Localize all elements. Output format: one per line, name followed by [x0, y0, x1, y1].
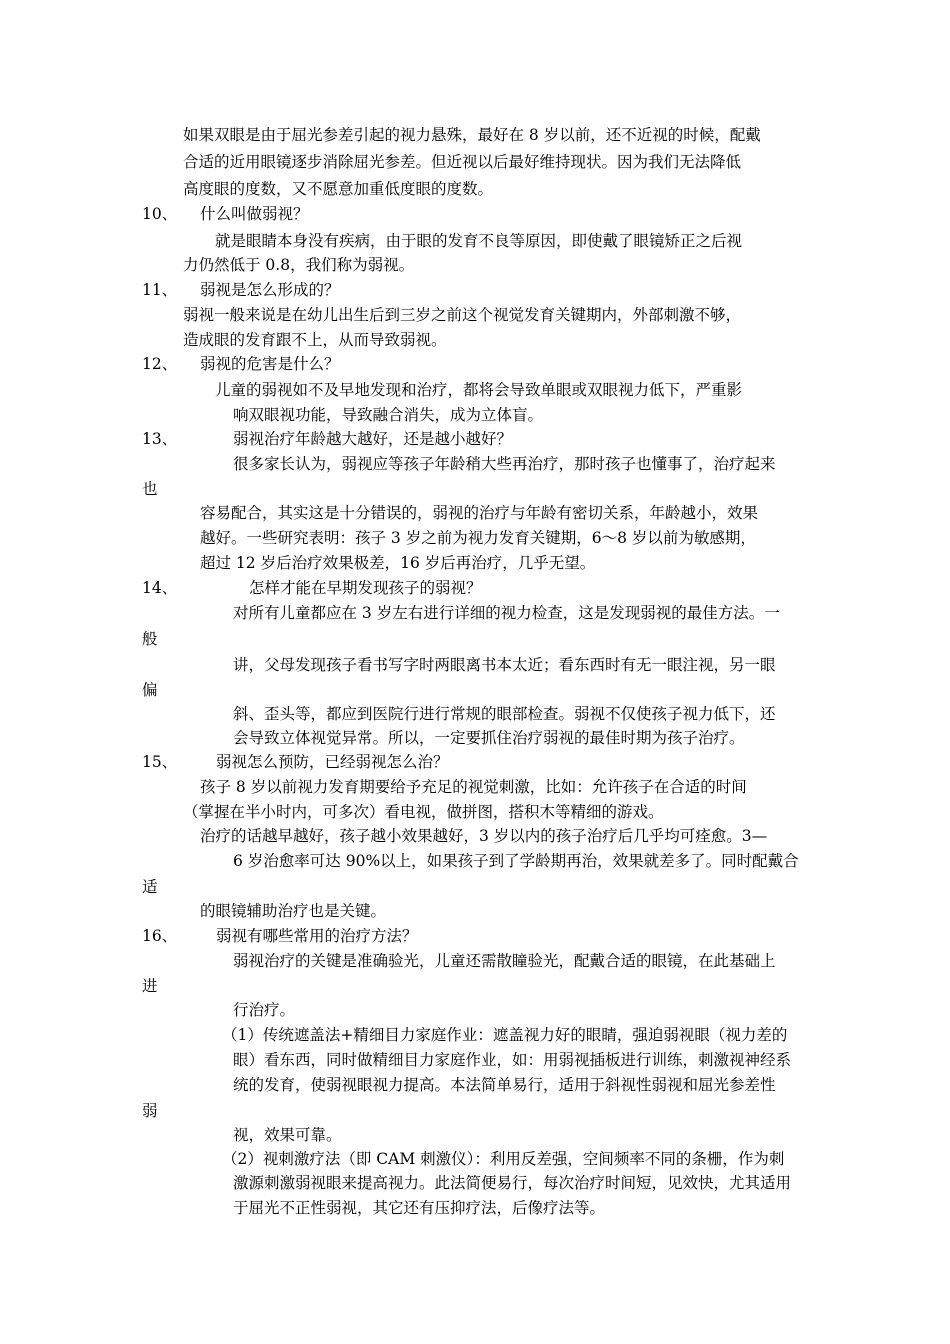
- text-line: 般: [142, 630, 158, 648]
- text-line: 合适的近用眼镜逐步消除屈光参差。但近视以后最好维持现状。因为我们无法降低: [183, 153, 742, 171]
- text-line: 高度眼的度数，又不愿意加重低度眼的度数。: [183, 180, 494, 198]
- text-line: 力仍然低于 0.8，我们称为弱视。: [183, 256, 415, 274]
- text-line: 激源刺激弱视眼来提高视力。此法简便易行，每次治疗时间短，见效快，尤其适用: [233, 1174, 792, 1192]
- text-line: 斜、歪头等，都应到医院行进行常规的眼部检查。弱视不仅使孩子视力低下，还: [233, 705, 776, 723]
- text-line: 很多家长认为，弱视应等孩子年龄稍大些再治疗，那时孩子也懂事了，治疗起来: [233, 455, 776, 473]
- text-line: 弱视一般来说是在幼儿出生后到三岁之前这个视觉发育关键期内，外部刺激不够，: [183, 306, 742, 324]
- text-line: 眼）看东西，同时做精细目力家庭作业，如：用弱视插板进行训练，刺激视神经系: [233, 1051, 792, 1069]
- text-line: 响双眼视功能，导致融合消失，成为立体盲。: [233, 406, 544, 424]
- item-number: 16、: [142, 927, 178, 945]
- text-line: 也: [142, 480, 158, 498]
- text-line: 进: [142, 977, 158, 995]
- text-line: 弱: [142, 1102, 158, 1120]
- question-heading: 什么叫做弱视？: [200, 205, 309, 223]
- text-line: 6 岁治愈率可达 90%以上，如果孩子到了学龄期再治，效果就差多了。同时配戴合: [233, 852, 799, 870]
- text-line: 的眼镜辅助治疗也是关键。: [200, 902, 387, 920]
- question-heading: 弱视怎么预防，已经弱视怎么治？: [216, 753, 449, 771]
- text-line: 造成眼的发育跟不上，从而导致弱视。: [183, 331, 447, 349]
- item-number: 11、: [142, 281, 178, 299]
- text-line: 对所有儿童都应在 3 岁左右进行详细的视力检查，这是发现弱视的最佳方法。一: [233, 604, 780, 622]
- text-line: 于屈光不正性弱视，其它还有压抑疗法，后像疗法等。: [233, 1199, 606, 1217]
- text-line: 统的发育，使弱视眼视力提高。本法简单易行，适用于斜视性弱视和屈光参差性: [233, 1076, 776, 1094]
- text-line: 讲，父母发现孩子看书写字时两眼离书本太近；看东西时有无一眼注视，另一眼: [233, 656, 776, 674]
- text-line: 视，效果可靠。: [233, 1126, 342, 1144]
- question-heading: 弱视是怎么形成的？: [200, 281, 340, 299]
- question-heading: 弱视的危害是什么？: [200, 355, 340, 373]
- text-line: 超过 12 岁后治疗效果极差，16 岁后再治疗，几乎无望。: [200, 554, 596, 572]
- text-line: （掌握在半小时内，可多次）看电视，做拼图，搭积木等精细的游戏。: [183, 803, 664, 821]
- item-number: 12、: [142, 355, 178, 373]
- text-line: 孩子 8 岁以前视力发育期要给予充足的视觉刺激，比如：允许孩子在合适的时间: [200, 778, 747, 796]
- question-heading: 怎样才能在早期发现孩子的弱视？: [249, 579, 482, 597]
- item-number: 13、: [142, 430, 178, 448]
- text-line: （2）视刺激疗法（即 CAM 刺激仪）：利用反差强，空间频率不同的条栅，作为刺: [222, 1150, 785, 1168]
- text-line: 治疗的话越早越好，孩子越小效果越好，3 岁以内的孩子治疗后几乎均可痊愈。3—: [200, 827, 768, 845]
- question-heading: 弱视有哪些常用的治疗方法？: [216, 927, 418, 945]
- text-line: 适: [142, 878, 158, 896]
- text-line: 越好。一些研究表明：孩子 3 岁之前为视力发育关键期，6～8 岁以前为敏感期，: [200, 529, 756, 547]
- text-line: 儿童的弱视如不及早地发现和治疗，都将会导致单眼或双眼视力低下，严重影: [215, 381, 743, 399]
- item-number: 10、: [142, 205, 178, 223]
- text-line: （1）传统遮盖法+精细目力家庭作业：遮盖视力好的眼睛，强迫弱视眼（视力差的: [222, 1026, 788, 1044]
- text-line: 会导致立体视觉异常。所以，一定要抓住治疗弱视的最佳时期为孩子治疗。: [233, 729, 745, 747]
- text-line: 容易配合，其实这是十分错误的，弱视的治疗与年龄有密切关系，年龄越小，效果: [200, 504, 759, 522]
- text-line: 就是眼睛本身没有疾病，由于眼的发育不良等原因，即使戴了眼镜矫正之后视: [215, 232, 743, 250]
- question-heading: 弱视治疗年龄越大越好，还是越小越好？: [233, 430, 513, 448]
- text-line: 弱视治疗的关键是准确验光，儿童还需散瞳验光，配戴合适的眼镜，在此基础上: [233, 952, 776, 970]
- text-line: 行治疗。: [233, 1001, 296, 1019]
- text-line: 如果双眼是由于屈光参差引起的视力悬殊，最好在 8 岁以前，还不近视的时候，配戴: [183, 126, 761, 144]
- text-line: 偏: [142, 681, 158, 699]
- item-number: 15、: [142, 753, 178, 771]
- item-number: 14、: [142, 579, 178, 597]
